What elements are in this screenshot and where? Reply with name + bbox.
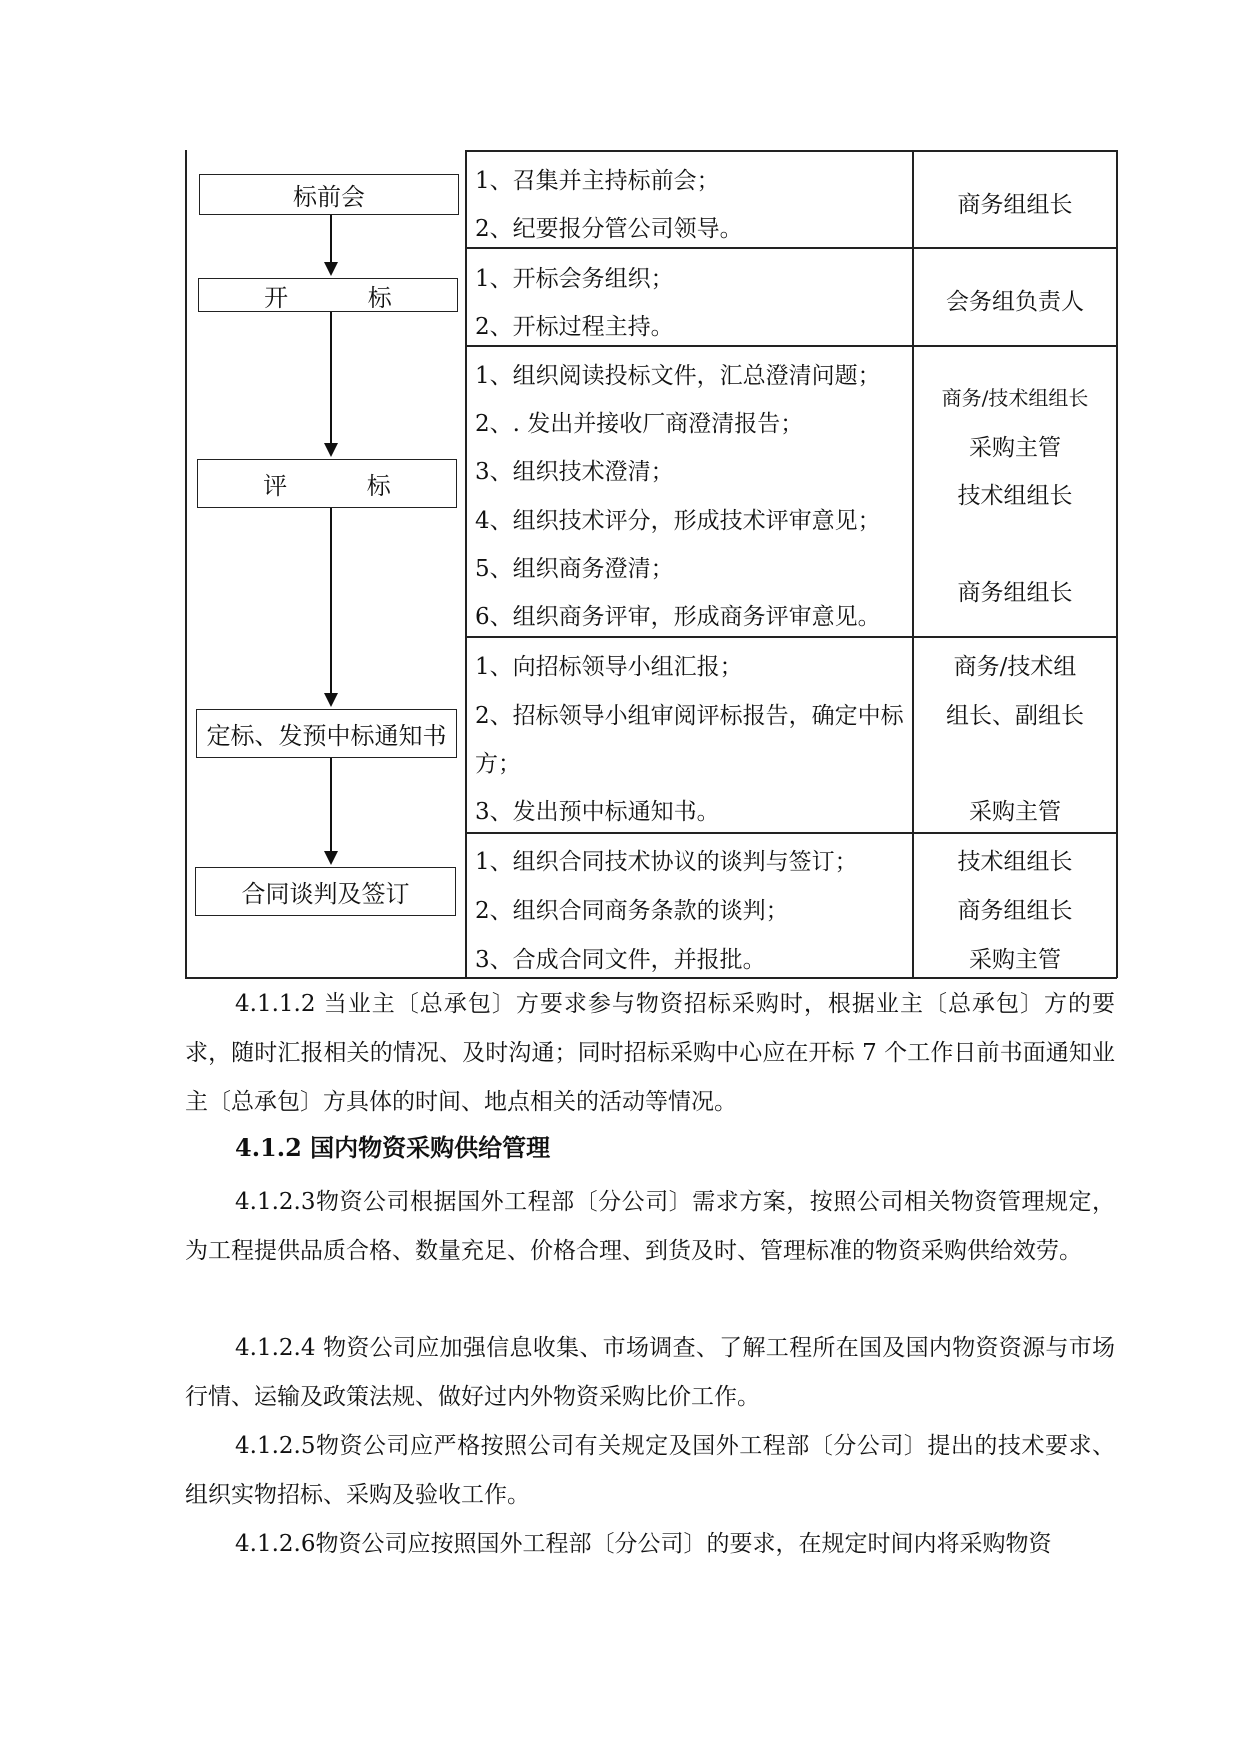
task-line: 1、开标会务组织； [475, 266, 674, 292]
responsible-role: 商务组组长 [957, 192, 1073, 218]
task-line: 3、组织技术澄清； [475, 459, 674, 485]
responsible-role: 技术组组长 [957, 849, 1073, 875]
column-divider-1 [465, 150, 467, 978]
responsible-role: 会务组负责人 [946, 289, 1084, 315]
flow-arrow [330, 508, 332, 705]
task-line: 3、发出预中标通知书。 [475, 799, 720, 825]
row-divider [465, 345, 1117, 347]
task-line: 3、合成合同文件，并报批。 [475, 947, 766, 973]
task-line: 1、组织阅读投标文件，汇总澄清问题； [475, 363, 881, 389]
task-line: 方； [475, 751, 521, 777]
task-line: 2、招标领导小组审阅评标报告，确定中标 [475, 703, 904, 729]
flow-step-contract-negotiation: 合同谈判及签订 [195, 867, 456, 916]
flow-arrow [330, 312, 332, 455]
table-left-border [185, 150, 187, 978]
table-right-border [1116, 150, 1118, 978]
responsible-role: 商务组组长 [957, 898, 1073, 924]
paragraph-4-1-1-2: 4.1.1.2 当业主〔总承包〕方要求参与物资招标采购时，根据业主〔总承包〕方的要求，随时汇报相关的情况、及时沟通；同时招标采购中心应在开标 7 个工作日前书面通知业主〔总承包〕方具体的时间、地点相关的活动等情况。 [185, 991, 1115, 1115]
flow-step-bid-opening: 开 标 [198, 278, 458, 312]
task-line: 5、组织商务澄清； [475, 556, 674, 582]
column-divider-2 [912, 150, 914, 978]
flow-arrow [330, 215, 332, 274]
paragraph-4-1-2-4: 4.1.2.4 物资公司应加强信息收集、市场调查、了解工程所在国及国内物资资源与市场行情、运输及政策法规、做好过内外物资采购比价工作。 [185, 1335, 1115, 1410]
responsible-role: 采购主管 [969, 947, 1061, 973]
task-line: 2、纪要报分管公司领导。 [475, 216, 743, 242]
task-line: 6、组织商务评审，形成商务评审意见。 [475, 604, 881, 630]
paragraph-4-1-2-3: 4.1.2.3物资公司根据国外工程部〔分公司〕需求方案，按照公司相关物资管理规定，为工程提供品质合格、数量充足、价格合理、到货及时、管理标准的物资采购供给效劳。 [185, 1189, 1115, 1264]
task-line: 2、组织合同商务条款的谈判； [475, 898, 789, 924]
table-top-border [465, 150, 1117, 152]
section-heading: 4.1.2 国内物资采购供给管理 [235, 1133, 551, 1162]
responsible-role: 组长、副组长 [946, 703, 1084, 729]
table-bottom-border [185, 977, 1117, 979]
paragraph-4-1-2-6: 4.1.2.6物资公司应按照国外工程部〔分公司〕的要求，在规定时间内将采购物资 [235, 1531, 1052, 1557]
task-line: 2、开标过程主持。 [475, 314, 674, 340]
task-line: 2、. 发出并接收厂商澄清报告； [475, 411, 804, 437]
row-divider [465, 247, 1117, 249]
flow-step-bid-evaluation: 评 标 [197, 459, 457, 508]
row-divider [465, 832, 1117, 834]
task-line: 1、向招标领导小组汇报； [475, 654, 743, 680]
task-line: 1、召集并主持标前会； [475, 168, 720, 194]
flow-step-pre-bid-meeting: 标前会 [199, 174, 459, 215]
responsible-role: 商务/技术组组长 [941, 386, 1089, 410]
responsible-role: 商务/技术组 [953, 654, 1077, 680]
flow-arrow [330, 758, 332, 863]
responsible-role: 技术组组长 [957, 483, 1073, 509]
responsible-role: 采购主管 [969, 435, 1061, 461]
flow-step-award-notice: 定标、发预中标通知书 [196, 709, 457, 758]
responsible-role: 采购主管 [969, 799, 1061, 825]
responsible-role: 商务组组长 [957, 580, 1073, 606]
task-line: 4、组织技术评分，形成技术评审意见； [475, 508, 881, 534]
task-line: 1、组织合同技术协议的谈判与签订； [475, 849, 858, 875]
paragraph-4-1-2-5: 4.1.2.5物资公司应严格按照公司有关规定及国外工程部〔分公司〕提出的技术要求、组织实物招标、采购及验收工作。 [185, 1433, 1115, 1508]
row-divider [465, 636, 1117, 638]
